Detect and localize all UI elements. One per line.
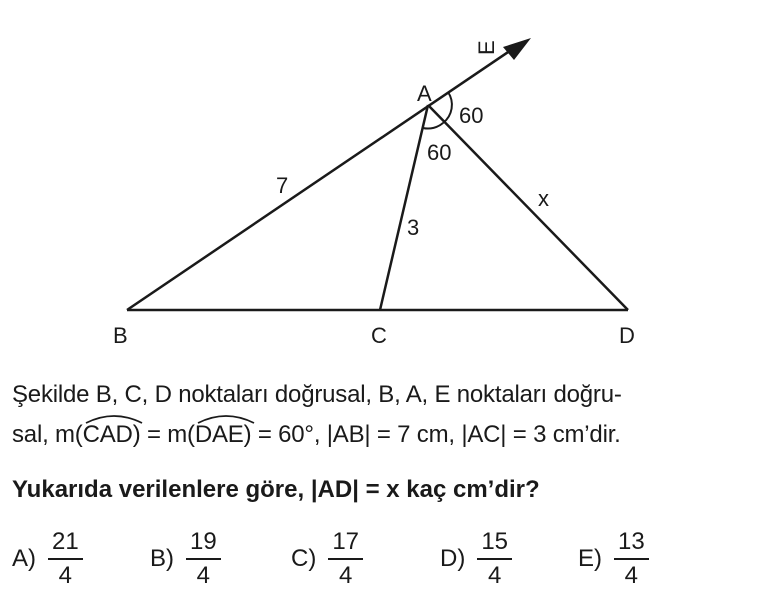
choice-letter: A) xyxy=(12,545,36,572)
statement-line-1: Şekilde B, C, D noktaları doğrusal, B, A, E noktaları doğru- xyxy=(12,381,622,408)
arc-hat-icon xyxy=(195,412,257,424)
label-E: E xyxy=(474,40,499,55)
choice-e[interactable] xyxy=(578,528,649,590)
choice-fraction xyxy=(614,528,649,590)
question-text: Yukarıda verilenlere göre, |AD| = x kaç cm’dir? xyxy=(12,476,540,503)
angle-DAE-text: DAE xyxy=(194,421,244,448)
denominator: 4 xyxy=(488,562,502,589)
arrowhead-icon xyxy=(503,38,531,60)
label-C: C xyxy=(371,323,387,348)
choice-letter: D) xyxy=(440,545,466,572)
numerator: 19 xyxy=(186,528,221,560)
angle-arc-CAD xyxy=(423,123,443,129)
arc-hat-icon xyxy=(83,412,145,424)
choice-a[interactable] xyxy=(12,528,83,590)
numerator: 13 xyxy=(614,528,649,560)
choice-fraction xyxy=(186,528,221,590)
angle-CAD-notation xyxy=(83,421,133,449)
angle-CAD-text: CAD xyxy=(82,421,133,448)
label-angle-DAE: 60 xyxy=(459,103,484,128)
angle-DAE-notation xyxy=(195,421,244,449)
label-AB-length: 7 xyxy=(276,173,289,198)
denominator: 4 xyxy=(339,562,353,589)
choice-fraction xyxy=(48,528,83,590)
choice-fraction xyxy=(328,528,363,590)
segment-AC xyxy=(380,105,428,310)
statement-text: sal, m( xyxy=(12,421,83,448)
denominator: 4 xyxy=(196,562,211,589)
choice-letter: B) xyxy=(150,545,174,572)
choice-letter: C) xyxy=(291,545,317,572)
choice-fraction xyxy=(477,528,512,590)
segment-BAE xyxy=(127,44,520,310)
denominator: 4 xyxy=(624,562,639,589)
statement-text: ) = m( xyxy=(132,421,195,448)
statement-line-2 xyxy=(12,421,621,449)
label-AC-length: 3 xyxy=(407,215,420,240)
label-D: D xyxy=(619,323,635,348)
label-angle-CAD: 60 xyxy=(427,140,452,165)
denominator: 4 xyxy=(58,562,73,589)
label-AD-length: x xyxy=(538,186,549,211)
choice-d[interactable] xyxy=(440,528,512,590)
label-A: A xyxy=(417,81,432,106)
numerator: 21 xyxy=(48,528,83,560)
segment-AD xyxy=(428,105,628,310)
numerator: 17 xyxy=(328,528,363,560)
numerator: 15 xyxy=(477,528,512,560)
choice-letter: E) xyxy=(578,545,602,572)
label-B: B xyxy=(113,323,128,348)
choice-b[interactable] xyxy=(150,528,221,590)
choice-c[interactable] xyxy=(291,528,363,590)
statement-text: ) = 60°, |AB| = 7 cm, |AC| = 3 cm’dir. xyxy=(243,421,621,448)
